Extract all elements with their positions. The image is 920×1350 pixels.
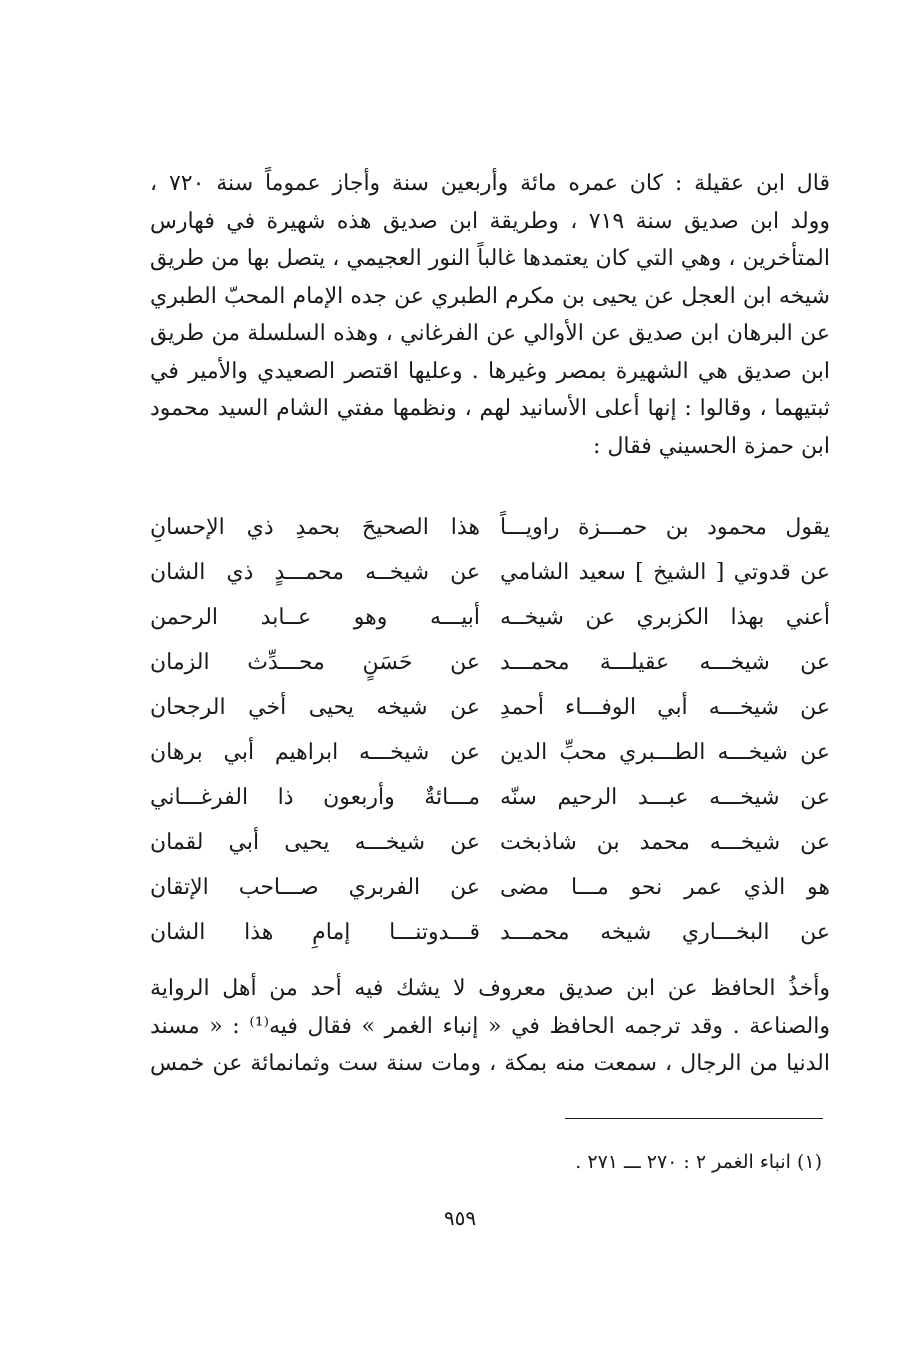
intro-line-4: شيخه ابن العجل عن يحيى بن مكرم الطبري عن جده الإمام المحبّ الطبري [150, 283, 830, 309]
verse-second-hemistich: مـــائةٌ وأربعون ذا الفرغـــاني [150, 785, 480, 810]
verse-second-hemistich: عن شيخه يحيى أخي الرجحان [150, 695, 480, 720]
verse-second-hemistich: عن شيخـــه يحيى أبي لقمان [150, 830, 480, 855]
verse-4 [150, 640, 830, 685]
verse-first-hemistich: عن شيخـــه الطـــبري محبِّ الدين [500, 740, 830, 765]
verse-first-hemistich: أعني بهذا الكزبري عن شيخــه [500, 605, 830, 630]
verse-second-hemistich: عن حَسَنٍ محـــدِّث الزمان [150, 650, 480, 675]
verse-first-hemistich: عن قدوتي [ الشيخ ] سعيد الشامي [500, 560, 830, 585]
poem [150, 505, 830, 955]
closing-line-3: الدنيا من الرجال ، سمعت منه بمكة ، ومات سنة ست وثمانمائة عن خمس [150, 1051, 830, 1076]
intro-line-8: ابن حمزة الحسيني فقال : [593, 433, 830, 459]
page-number: ٩٥٩ [443, 1206, 477, 1230]
intro-line-1: قال ابن عقيلة : كان عمره مائة وأربعين سنة وأجاز عموماً سنة ٧٢٠ ، [150, 171, 830, 196]
intro-paragraph [150, 165, 830, 465]
verse-second-hemistich: قـــدوتنـــا إمامِ هذا الشان [150, 920, 480, 945]
verse-7 [150, 775, 830, 820]
intro-line-5: عن البرهان ابن صديق عن الأوالي عن الفرغاني ، وهذه السلسلة من طريق [150, 321, 830, 346]
verse-1 [150, 505, 830, 550]
footnote-divider [565, 1118, 823, 1119]
intro-line-3: المتأخرين ، وهي التي كان يعتمدها غالباً النور العجيمي ، يتصل بها من طريق [150, 246, 830, 271]
verse-first-hemistich: يقول محمود بن حمـــزة راويـــاً [500, 515, 830, 540]
verse-5 [150, 685, 830, 730]
verse-first-hemistich: عن شيخـــه محمد بن شاذبخت [500, 830, 830, 855]
closing-line-2: والصناعة . وقد ترجمه الحافظ في « إنباء الغمر » فقال فيه⁽¹⁾ : « مسند [150, 1013, 830, 1039]
verse-first-hemistich: عن شيخـــه عبـــد الرحيم سنّه [500, 785, 830, 810]
verse-3 [150, 595, 830, 640]
closing-line-1: وأخذُ الحافظ عن ابن صديق معروف لا يشك فيه أحد من أهل الرواية [150, 976, 830, 1001]
verse-2 [150, 550, 830, 595]
verse-second-hemistich: عن شيخـــه ابراهيم أبي برهان [150, 740, 480, 765]
intro-line-6: ابن صديق هي الشهيرة بمصر وغيرها . وعليها اقتصر الصعيدي والأمير في [150, 358, 830, 384]
intro-line-2: وولد ابن صديق سنة ٧١٩ ، وطريقة ابن صديق هذه شهيرة في فهارس [150, 208, 830, 234]
verse-9 [150, 865, 830, 910]
verse-second-hemistich: عن الفربري صـــاحب الإتقان [150, 875, 480, 900]
verse-first-hemistich: عن البخـــاري شيخه محمـــد [500, 920, 830, 945]
verse-10 [150, 910, 830, 955]
verse-second-hemistich: أبيـــه وهو عــابد الرحمن [150, 605, 480, 630]
verse-6 [150, 730, 830, 775]
verse-first-hemistich: عن شيخـــه أبي الوفـــاء أحمدِ [500, 695, 830, 720]
intro-line-7: ثبتيهما ، وقالوا : إنها أعلى الأسانيد لهم ، ونظمها مفتي الشام السيد محمود [150, 396, 830, 421]
verse-first-hemistich: هو الذي عمر نحو مـــا مضى [500, 875, 830, 900]
verse-second-hemistich: عن شيخــه محمـــدٍ ذي الشان [150, 560, 480, 585]
verse-second-hemistich: هذا الصحيحَ بحمدِ ذي الإحسانِ [150, 515, 480, 540]
footnote: (١) انباء الغمر ٢ : ٢٧٠ ـــ ٢٧١ . [575, 1151, 822, 1173]
closing-paragraph [150, 970, 830, 1083]
verse-first-hemistich: عن شيخـــه عقيلـــة محمـــد [500, 650, 830, 675]
verse-8 [150, 820, 830, 865]
